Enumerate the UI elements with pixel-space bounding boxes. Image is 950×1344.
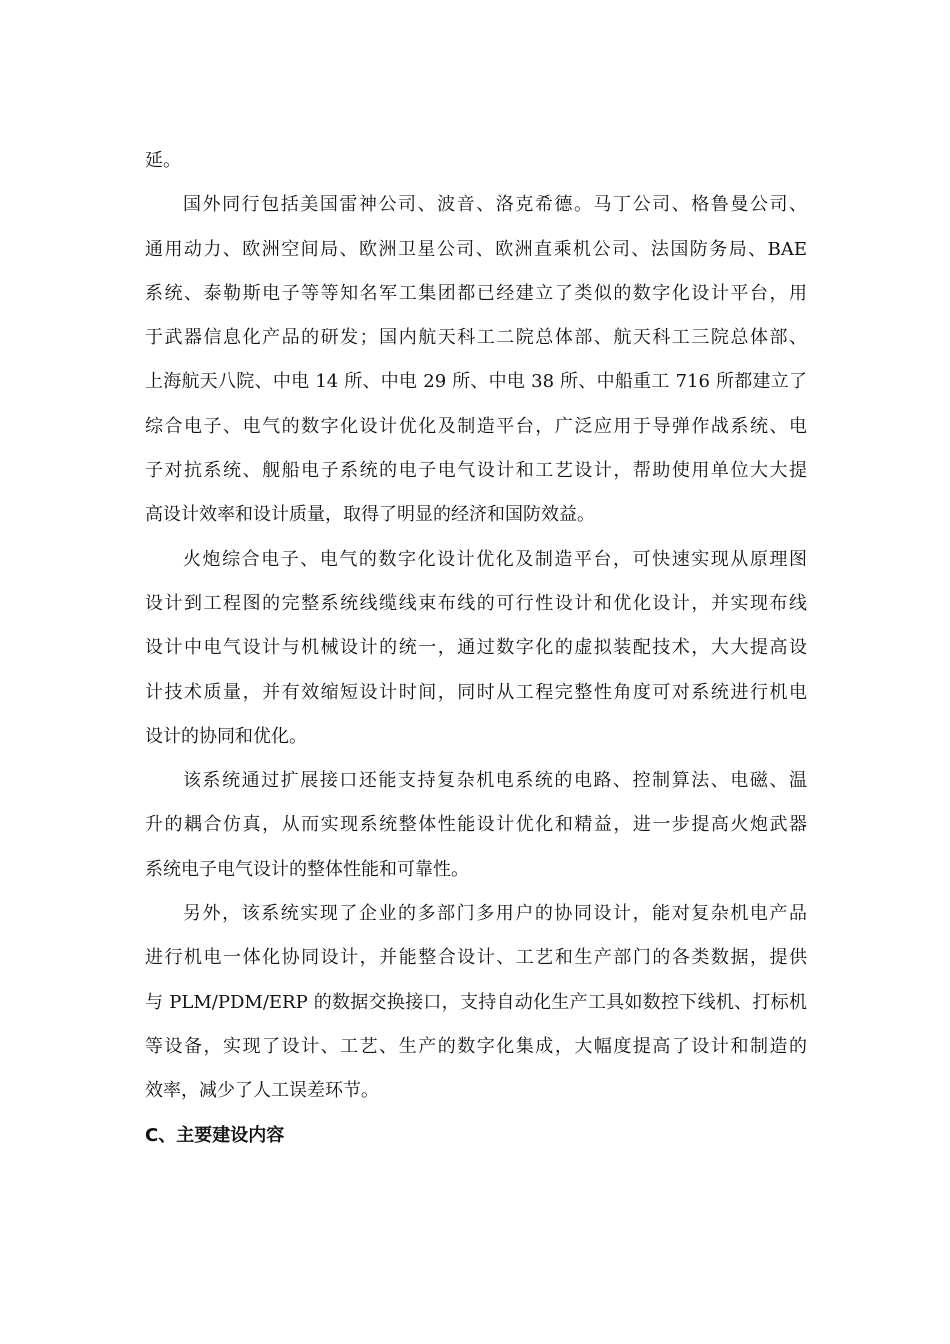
text-line: 高设计效率和设计质量，取得了明显的经济和国防效益。 bbox=[145, 504, 595, 526]
text-line: 等设备，实现了设计、工艺、生产的数字化集成，大幅度提高了设计和制造的 bbox=[145, 1035, 807, 1057]
text-line: 与 PLM/PDM/ERP 的数据交换接口，支持自动化生产工具如数控下线机、打标机 bbox=[145, 991, 807, 1013]
text-line: 另外，该系统实现了企业的多部门多用户的协同设计，能对复杂机电产品 bbox=[183, 903, 807, 925]
text-line: 火炮综合电子、电气的数字化设计优化及制造平台，可快速实现从原理图 bbox=[183, 548, 807, 570]
text-line: 设计到工程图的完整系统线缆线束布线的可行性设计和优化设计，并实现布线 bbox=[145, 592, 807, 614]
text-line: 延。 bbox=[145, 150, 181, 171]
text-line: 子对抗系统、舰船电子系统的电子电气设计和工艺设计，帮助使用单位大大提 bbox=[145, 460, 807, 482]
section-heading: C、主要建设内容 bbox=[145, 1124, 285, 1146]
paragraph-continuation bbox=[145, 143, 807, 187]
text-line: 国外同行包括美国雷神公司、波音、洛克希德。马丁公司、格鲁曼公司、 bbox=[183, 194, 807, 216]
paragraph-collaboration bbox=[145, 896, 807, 1117]
text-line: 于武器信息化产品的研发；国内航天科工二院总体部、航天科工三院总体部、 bbox=[145, 327, 807, 349]
text-line: 上海航天八院、中电 14 所、中电 29 所、中电 38 所、中船重工 716 所都建立了 bbox=[145, 371, 807, 393]
text-line: 通用动力、欧洲空间局、欧洲卫星公司、欧洲直乘机公司、法国防务局、BAE bbox=[145, 238, 807, 260]
text-line: 升的耦合仿真，从而实现系统整体性能设计优化和精益，进一步提高火炮武器 bbox=[145, 814, 807, 836]
text-line: 进行机电一体化协同设计，并能整合设计、工艺和生产部门的各类数据，提供 bbox=[145, 947, 807, 969]
text-line: 该系统通过扩展接口还能支持复杂机电系统的电路、控制算法、电磁、温 bbox=[183, 770, 807, 792]
text-line: 系统、泰勒斯电子等等知名军工集团都已经建立了类似的数字化设计平台，用 bbox=[145, 282, 807, 304]
text-line: 效率，减少了人工误差环节。 bbox=[145, 1080, 379, 1102]
text-line: 计技术质量，并有效缩短设计时间，同时从工程完整性角度可对系统进行机电 bbox=[145, 681, 807, 703]
paragraph-foreign-peers bbox=[145, 187, 807, 541]
paragraph-artillery-platform bbox=[145, 542, 807, 763]
text-line: 设计中电气设计与机械设计的统一，通过数字化的虚拟装配技术，大大提高设 bbox=[145, 637, 807, 659]
text-line: 系统电子电气设计的整体性能和可靠性。 bbox=[145, 858, 469, 880]
text-line: 设计的协同和优化。 bbox=[145, 725, 307, 747]
document-body bbox=[145, 143, 807, 1162]
paragraph-extension-interface bbox=[145, 763, 807, 896]
text-line: 综合电子、电气的数字化设计优化及制造平台，广泛应用于导弹作战系统、电 bbox=[145, 415, 807, 437]
